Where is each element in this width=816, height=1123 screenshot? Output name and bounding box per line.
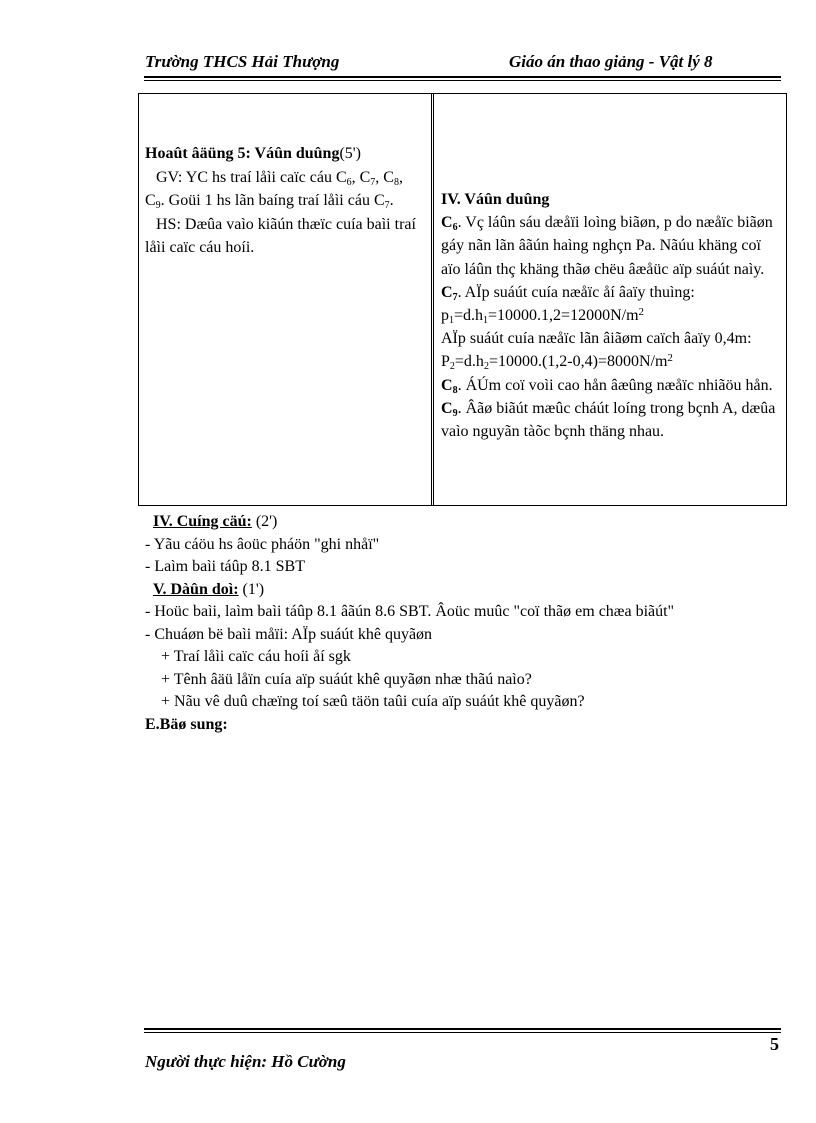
lesson-table [138, 93, 787, 506]
table-divider [431, 94, 434, 505]
footer-rule-top [144, 1028, 781, 1030]
activity-heading: Hoaût âäüng 5: Váûn duûng [145, 145, 340, 162]
footer-author: Người thực hiện: Hồ Cường [145, 1052, 346, 1071]
prep-item: + Traí låìi caïc cáu hoíi åí sgk [161, 648, 351, 665]
header-subject: Giáo án thao giảng - Vật lý 8 [509, 52, 713, 71]
formula-p2: $P_2=d.h_2=10000.(1,2-0,4)=8000N/m^2$ [441, 352, 673, 373]
answer-c9: $C_9$. Âãø biãút mæûc cháút loíng trong bçnh A, dæûa vaìo nguyãn tàõc bçnh thäng nhau. [441, 399, 776, 441]
homework-item: - Hoüc baìi, laìm baìi táûp 8.1 âãún 8.6 SBT. Âoüc muûc "coï thãø em chæa biãút" [145, 603, 675, 620]
header-school: Trường THCS Hải Thượng [145, 52, 340, 71]
answer-c8: $C_8$. ÁÚm coï voìi cao hån âæûng næåïc nhiãöu hån. [441, 376, 773, 396]
page-number: 5 [770, 1034, 779, 1054]
teacher-instruction: GV: YC hs traí låìi caïc cáu $C_6$, $C_7$, $C_8$, $C_9$. Goüi 1 hs lãn baíng traí låìi cáu $C_7$. [145, 168, 403, 211]
header-rule-bottom [144, 80, 781, 81]
header-rule-top [144, 76, 781, 78]
table-cell-left [145, 142, 425, 260]
section-heading: IV. Váûn duûng [441, 191, 550, 208]
table-cell-right [441, 188, 781, 443]
footer-rule-bottom [144, 1032, 781, 1033]
formula-p1: $p_1=d.h_1=10000.1,2=12000N/m^2$ [441, 306, 645, 327]
homework-time: (1') [238, 580, 265, 598]
answer-c6: $C_6$. Vç láûn sáu dæåïi loìng biãøn, p do næåïc biãøn gáy nãn lãn âãún haìng nghçn Pa. Nãúu khäng coï aïo láûn thç khäng thãø chëu âæåüc aïp suáút naìy. [441, 214, 773, 278]
prep-item: + Nãu vê duû chæïng toí sæû täön taûi cuía aïp suáút khê quyãøn? [161, 693, 585, 710]
consolidation-item: - Yãu cáöu hs âoüc pháön "ghi nhåï" [145, 535, 380, 553]
consolidation-item: - Laìm baìi táûp 8.1 SBT [145, 558, 305, 575]
supplement-heading: E.Bäø sung: [145, 715, 228, 733]
consolidation-time: (2') [251, 513, 278, 530]
lesson-body [145, 511, 795, 736]
student-activity: HS: Dæûa vaìo kiãún thæïc cuía baìi traí låìi caïc cáu hoíi. [145, 215, 416, 256]
homework-title: V. Dàûn doì: [153, 580, 239, 598]
homework-item: - Chuáøn bë baìi måïi: AÏp suáút khê quyãøn [145, 625, 433, 643]
consolidation-title: IV. Cuíng cäú: [153, 513, 252, 530]
answer-c7-part2: AÏp suáút cuía næåïc lãn âiãøm caïch âaïy 0,4m: [441, 330, 752, 348]
answer-c7: $C_7$. AÏp suáút cuía næåïc åí âaïy thuìng: [441, 283, 695, 303]
prep-item: + Tênh âäü låïn cuía aïp suáút khê quyãøn nhæ thãú naìo? [161, 670, 532, 688]
activity-time: (5') [339, 145, 361, 162]
